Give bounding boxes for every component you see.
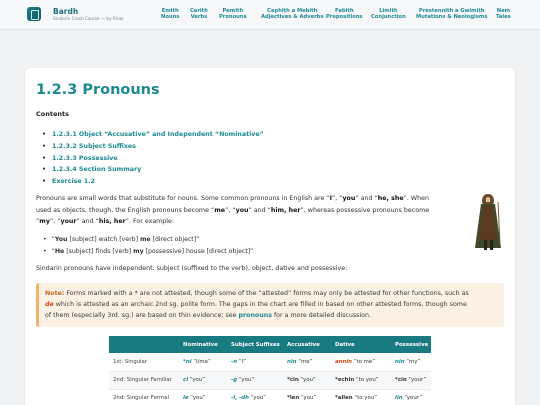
table-cell: annin “to me”: [331, 353, 391, 371]
table-row: [109, 389, 431, 405]
table-row: [109, 371, 431, 389]
nav-item-adjectives-adverbs[interactable]: Cephith a Mebith Adjectives & Adverbs: [261, 8, 324, 20]
table-header-cell: Nominative: [179, 336, 227, 353]
note-line-1: Note: Forms marked with a * are not attested, though some of the “attested” forms may only be attested for other functions, such as: [45, 290, 469, 297]
site-brand[interactable]: Bardh: [53, 7, 79, 16]
table-cell: -n “I”: [227, 353, 283, 371]
table-cell: lin “your”: [391, 389, 431, 405]
table-cell: *cin “your”: [391, 371, 431, 389]
table-cell: *echin “to you”: [331, 371, 391, 389]
example-item: • “You [subject] watch [verb] me [direct object]”: [43, 236, 199, 243]
toc-link-section-summary[interactable]: • 1.2.3.4 Section Summary: [42, 164, 264, 176]
nav-item-tales[interactable]: Nem Tales: [496, 8, 511, 20]
table-row: [109, 353, 431, 371]
intro-line-1: Pronouns are small words that substitute for nouns. Some common pronouns in English are “I”, “you” and “he, she”. When: [36, 195, 429, 202]
pronoun-table: [109, 336, 431, 405]
table-header-cell: Subject Suffixes: [227, 336, 283, 353]
table-header-cell: Possessive: [391, 336, 431, 353]
table-cell: -l, -dh “you”: [227, 389, 283, 405]
intro-line-3: “my”, “your” and “his, her”. For example:: [36, 218, 175, 225]
page-title: 1.2.3 Pronouns: [36, 82, 160, 98]
nav-item-prepositions[interactable]: Febith Prepositions: [326, 8, 363, 20]
intro-line-2: used as objects, though, the English pronouns become “me”, “you” and “him, her”, whereas possessive pronouns become: [36, 206, 430, 214]
nav-item-verbs[interactable]: Cerith Verbs: [190, 8, 208, 20]
table-header-cell: Accusative: [283, 336, 331, 353]
note-line-2: de which is attested as an archaic 2nd sg. polite form. The gaps in the chart are filled in based on other attested forms, though some: [45, 301, 467, 308]
table-cell: *ni “I/me”: [179, 353, 227, 371]
table-header-cell: [109, 336, 179, 353]
pronouns-link[interactable]: pronouns: [238, 312, 272, 319]
table-row-label: 2nd: Singular Formal: [109, 389, 179, 405]
table-cell: *allen “to you”: [331, 389, 391, 405]
contents-heading: Contents: [36, 110, 69, 118]
toc-link-subject-suffixes[interactable]: • 1.2.3.2 Subject Suffixes: [42, 141, 264, 153]
note-text: [45, 288, 497, 321]
table-header-cell: Dative: [331, 336, 391, 353]
table-cell: *len “you”: [283, 389, 331, 405]
table-row-label: 2nd: Singular Familiar: [109, 371, 179, 389]
table-row-label: 1st: Singular: [109, 353, 179, 371]
site-tagline: Sindarin Crash Course — by Rinor: [53, 16, 124, 21]
elf-figure-illustration: [471, 190, 505, 254]
toc-link-object-independent[interactable]: • 1.2.3.1 Object “Accusative” and Independent “Nominative”: [42, 129, 264, 141]
table-cell: ci “you”: [179, 371, 227, 389]
note-line-3: of them (especially 3rd. sg.) are based on thin evidence; see pronouns for a more detailed discussion.: [45, 312, 372, 319]
nav-item-nouns[interactable]: Emith Nouns: [161, 8, 180, 20]
table-cell: nin “me”: [283, 353, 331, 371]
toc-link-possessive[interactable]: • 1.2.3.3 Possessive: [42, 153, 264, 165]
book-logo-icon[interactable]: [27, 7, 41, 21]
nav-item-pronouns[interactable]: Pemith Pronouns: [219, 8, 247, 20]
table-cell: le “you”: [179, 389, 227, 405]
table-cell: nin “my”: [391, 353, 431, 371]
table-header-row: [109, 336, 431, 353]
nav-item-mutations-neologisms[interactable]: Prestennith a Gwimith Mutations & Neologisms: [416, 8, 488, 20]
sindarin-intro-line: Sindarin pronouns have independent, subject (suffixed to the verb), object, dative and possessive:: [36, 265, 348, 272]
intro-paragraph: [36, 193, 466, 228]
toc-link-exercise[interactable]: • Exercise 1.2: [42, 176, 264, 188]
example-item: • “He [subject] finds [verb] my [possessive] house [direct object]”: [43, 248, 253, 255]
nav-item-conjunction[interactable]: Limith Conjunction: [371, 8, 406, 20]
table-of-contents: [42, 129, 264, 188]
table-cell: -g “you”: [227, 371, 283, 389]
top-navigation-bar: [0, 0, 540, 30]
table-cell: *cin “you”: [283, 371, 331, 389]
